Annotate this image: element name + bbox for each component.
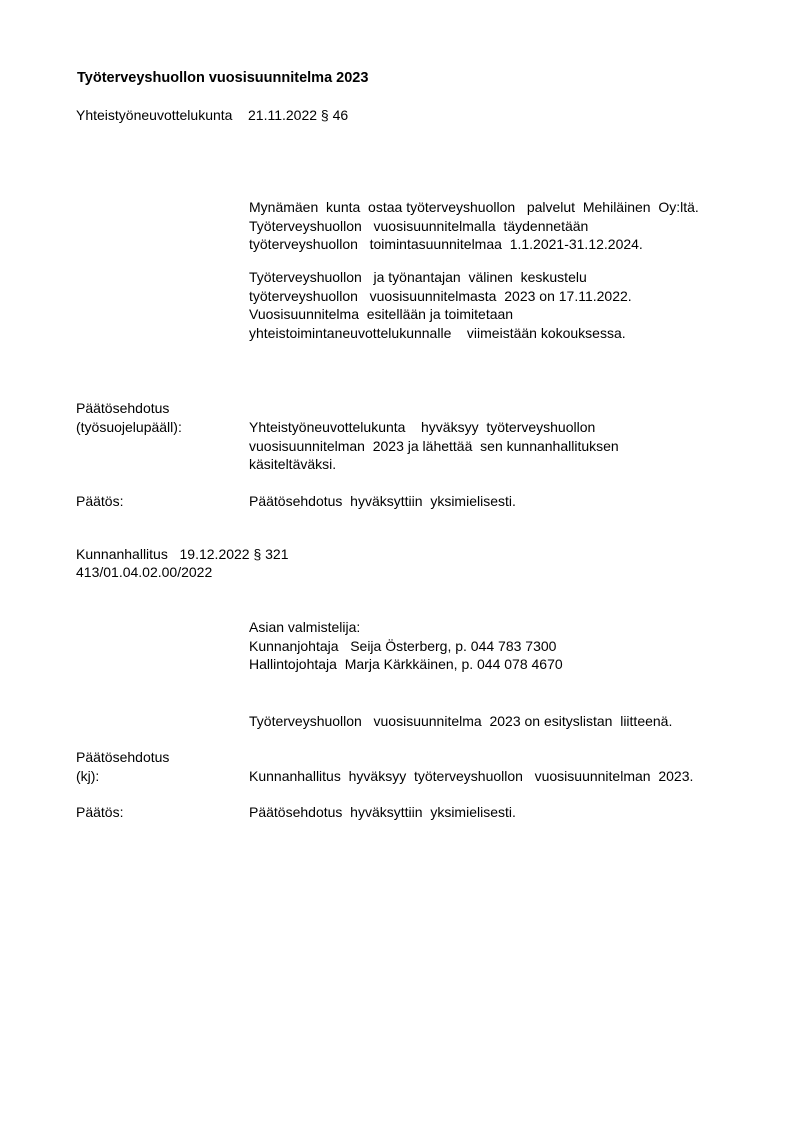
document-title: Työterveyshuollon vuosisuunnitelma 2023 <box>77 70 369 86</box>
text-line: Työterveyshuollon ja työnantajan välinen keskustelu <box>249 269 587 285</box>
board-header: Kunnanhallitus 19.12.2022 § 321 <box>76 546 289 562</box>
preparer-block <box>249 618 563 674</box>
proposal-1-label-line-2: (työsuojelupääll): <box>76 419 182 435</box>
proposal-2-label-line-1: Päätösehdotus <box>76 749 170 765</box>
decision-2-label: Päätös: <box>76 804 124 820</box>
proposal-2-text: Kunnanhallitus hyväksyy työterveyshuollon vuosisuunnitelman 2023. <box>249 768 694 784</box>
decision-1-text: Päätösehdotus hyväksyttiin yksimielisesti. <box>249 493 516 509</box>
intro-paragraph-1 <box>249 198 699 254</box>
text-line: työterveyshuollon vuosisuunnitelmasta 2023 on 17.11.2022. <box>249 287 632 304</box>
proposal-1-label-line-1: Päätösehdotus <box>76 400 170 416</box>
committee-header: Yhteistyöneuvottelukunta 21.11.2022 § 46 <box>76 107 349 123</box>
text-line: käsiteltäväksi. <box>249 456 337 472</box>
proposal-2-label-line-2: (kj): <box>76 768 100 784</box>
text-line: Yhteistyöneuvottelukunta hyväksyy työterveyshuollon <box>249 419 596 435</box>
decision-1-label: Päätös: <box>76 493 124 509</box>
text-line: työterveyshuollon toimintasuunnitelmaa 1.1.2021-31.12.2024. <box>249 236 643 252</box>
preparer-contact: Hallintojohtaja Marja Kärkkäinen, p. 044 078 4670 <box>249 656 563 672</box>
case-number: 413/01.04.02.00/2022 <box>76 564 213 580</box>
proposal-1-text <box>249 418 619 474</box>
preparer-contact: Kunnanjohtaja Seija Österberg, p. 044 783 7300 <box>249 637 557 654</box>
intro-paragraph-2 <box>249 268 632 342</box>
text-line: Mynämäen kunta ostaa työterveyshuollon palvelut Mehiläinen Oy:ltä. <box>249 199 699 215</box>
text-line: yhteistoimintaneuvottelukunnalle viimeistään kokouksessa. <box>249 324 626 341</box>
text-line: Vuosisuunnitelma esitellään ja toimitetaan <box>249 306 514 322</box>
attachment-note: Työterveyshuollon vuosisuunnitelma 2023 on esityslistan liitteenä. <box>249 713 673 729</box>
preparer-heading: Asian valmistelija: <box>249 619 361 635</box>
text-line: vuosisuunnitelman 2023 ja lähettää sen kunnanhallituksen <box>249 437 619 454</box>
text-line: Työterveyshuollon vuosisuunnitelmalla täydennetään <box>249 217 589 234</box>
decision-2-text: Päätösehdotus hyväksyttiin yksimielisesti. <box>249 804 516 820</box>
